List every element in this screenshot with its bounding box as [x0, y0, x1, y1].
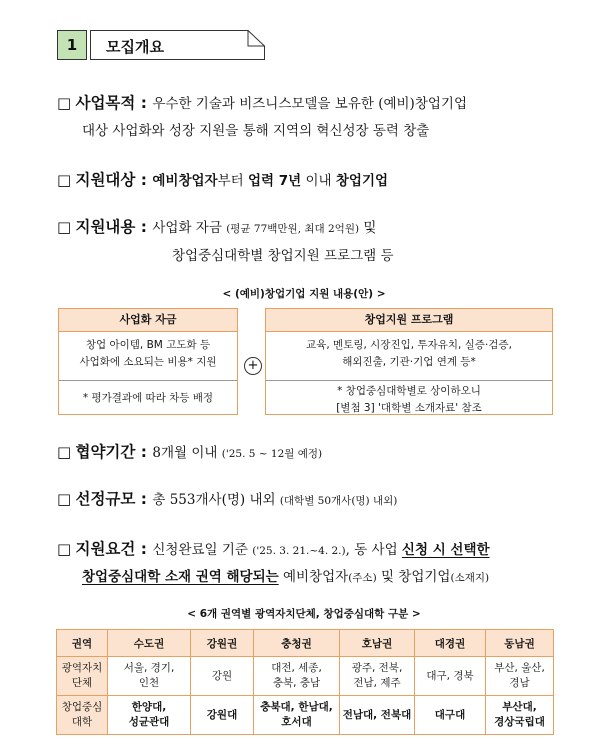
- heading-separator: :: [135, 490, 153, 508]
- heading-separator: :: [135, 94, 153, 112]
- item-text: 총 553개사(명) 내외: [152, 492, 280, 508]
- support-note-line: [별첨 3] '대학별 소개자료' 참조: [336, 402, 482, 414]
- item-requirements-line2: [82, 565, 489, 591]
- item-text: 부터: [217, 173, 248, 189]
- heading-separator: :: [135, 540, 153, 558]
- item-text: 신청완료일 기준: [152, 542, 253, 558]
- item-content-line2: 창업중심대학별 창업지원 프로그램 등: [172, 248, 394, 264]
- bullet-square: □: [57, 540, 72, 558]
- support-line: 창업 아이템, BM 고도화 등: [85, 339, 211, 351]
- item-text: , 동 사업: [345, 542, 402, 558]
- item-note: ('25. 5 ~ 12월 예정): [221, 448, 323, 460]
- item-heading: 사업목적: [75, 94, 136, 112]
- heading-separator: :: [135, 171, 153, 189]
- support-line: 사업화에 소요되는 비용* 지원: [79, 356, 217, 368]
- support-box-title: 사업화 자금: [59, 309, 237, 332]
- support-line: 교육, 멘토링, 시장진입, 투자유치, 실증·검증,: [306, 339, 512, 351]
- table-cell: 부산대, 경상국립대: [486, 696, 554, 735]
- item-note: (주소): [348, 572, 377, 584]
- item-text: 우수한 기술과 비즈니스모델을 보유한 (예비)창업기업: [152, 96, 467, 112]
- item-purpose-line2: 대상 사업화와 성장 지원을 통해 지역의 혁신성장 동력 창출: [82, 123, 430, 139]
- support-note-line: * 창업중심대학별로 상이하오니: [337, 385, 481, 397]
- support-caption: < (예비)창업기업 지원 내용(안) >: [222, 288, 386, 300]
- support-box-title: 창업지원 프로그램: [266, 309, 552, 332]
- table-header: 권역: [57, 630, 108, 657]
- requirement-emphasis: 신청 시 선택한: [401, 542, 490, 558]
- item-note: (평균 77백만원, 최대 2억원): [226, 223, 360, 235]
- item-note: (소재지): [450, 572, 490, 584]
- table-cell: 대구, 경북: [415, 657, 486, 696]
- table-cell: 대전, 세종, 충북, 충남: [254, 657, 340, 696]
- row-label: 광역자치 단체: [57, 657, 108, 696]
- target-startup: 창업기업: [335, 173, 389, 189]
- bullet-square: □: [57, 94, 72, 112]
- section-number: 1: [57, 30, 87, 60]
- row-label: 창업중심 대학: [57, 696, 108, 735]
- table-cell: 서울, 경기, 인천: [108, 657, 191, 696]
- table-header: 호남권: [340, 630, 415, 657]
- section-title: 모집개요: [106, 38, 164, 56]
- item-content: [57, 215, 376, 242]
- item-requirements: [57, 537, 490, 564]
- support-box-funding: [58, 308, 238, 415]
- bullet-square: □: [57, 490, 72, 508]
- table-cell: 부산, 울산, 경남: [486, 657, 554, 696]
- region-caption: < 6개 권역별 광역자치단체, 창업중심대학 구분 >: [187, 608, 421, 620]
- heading-separator: :: [135, 443, 153, 461]
- support-box-note: [266, 380, 552, 417]
- target-prestartup: 예비창업자: [152, 173, 218, 189]
- item-heading: 지원요건: [75, 540, 136, 558]
- support-line: 해외진출, 기관·기업 연계 등*: [342, 356, 476, 368]
- item-text: 8개월 이내: [152, 445, 222, 461]
- region-header-row: [57, 630, 554, 657]
- item-text: 및: [359, 220, 377, 236]
- region-table: [56, 629, 554, 735]
- table-cell: 대구대: [415, 696, 486, 735]
- table-cell: 전남대, 전북대: [340, 696, 415, 735]
- bullet-square: □: [57, 218, 72, 236]
- table-cell: 강원: [191, 657, 254, 696]
- item-text: 예비창업자: [278, 569, 349, 585]
- support-box-body: [59, 332, 237, 380]
- table-header: 강원권: [191, 630, 254, 657]
- item-period: [57, 440, 322, 467]
- table-header: 수도권: [108, 630, 191, 657]
- bullet-square: □: [57, 443, 72, 461]
- item-text: 이내: [301, 173, 336, 189]
- table-row: [57, 696, 554, 735]
- item-heading: 지원내용: [75, 218, 136, 236]
- heading-separator: :: [135, 218, 153, 236]
- table-header: 동남권: [486, 630, 554, 657]
- requirement-emphasis: 창업중심대학 소재 권역 해당되는: [82, 569, 279, 585]
- item-text: 사업화 자금: [152, 220, 227, 236]
- table-cell: 강원대: [191, 696, 254, 735]
- item-heading: 선정규모: [75, 490, 136, 508]
- support-box-note: * 평가결과에 따라 차등 배정: [59, 380, 237, 407]
- table-cell: 충북대, 한남대, 호서대: [254, 696, 340, 735]
- item-note: (대학별 50개사(명) 내외): [279, 495, 398, 507]
- target-years: 업력 7년: [247, 173, 302, 189]
- item-heading: 협약기간: [75, 443, 136, 461]
- plus-icon: +: [244, 357, 262, 375]
- table-row: [57, 657, 554, 696]
- item-target: [57, 168, 388, 194]
- table-header: 대경권: [415, 630, 486, 657]
- item-text: 및 창업기업: [376, 569, 451, 585]
- item-note: ('25. 3. 21.~4. 2.): [252, 545, 346, 557]
- support-box-body: [266, 332, 552, 380]
- support-box-program: [265, 308, 553, 415]
- table-header: 충청권: [254, 630, 340, 657]
- bullet-square: □: [57, 171, 72, 189]
- item-heading: 지원대상: [75, 171, 136, 189]
- item-scale: [57, 487, 397, 514]
- item-purpose: [57, 91, 467, 117]
- table-cell: 한양대, 성균관대: [108, 696, 191, 735]
- table-cell: 광주, 전북, 전남, 제주: [340, 657, 415, 696]
